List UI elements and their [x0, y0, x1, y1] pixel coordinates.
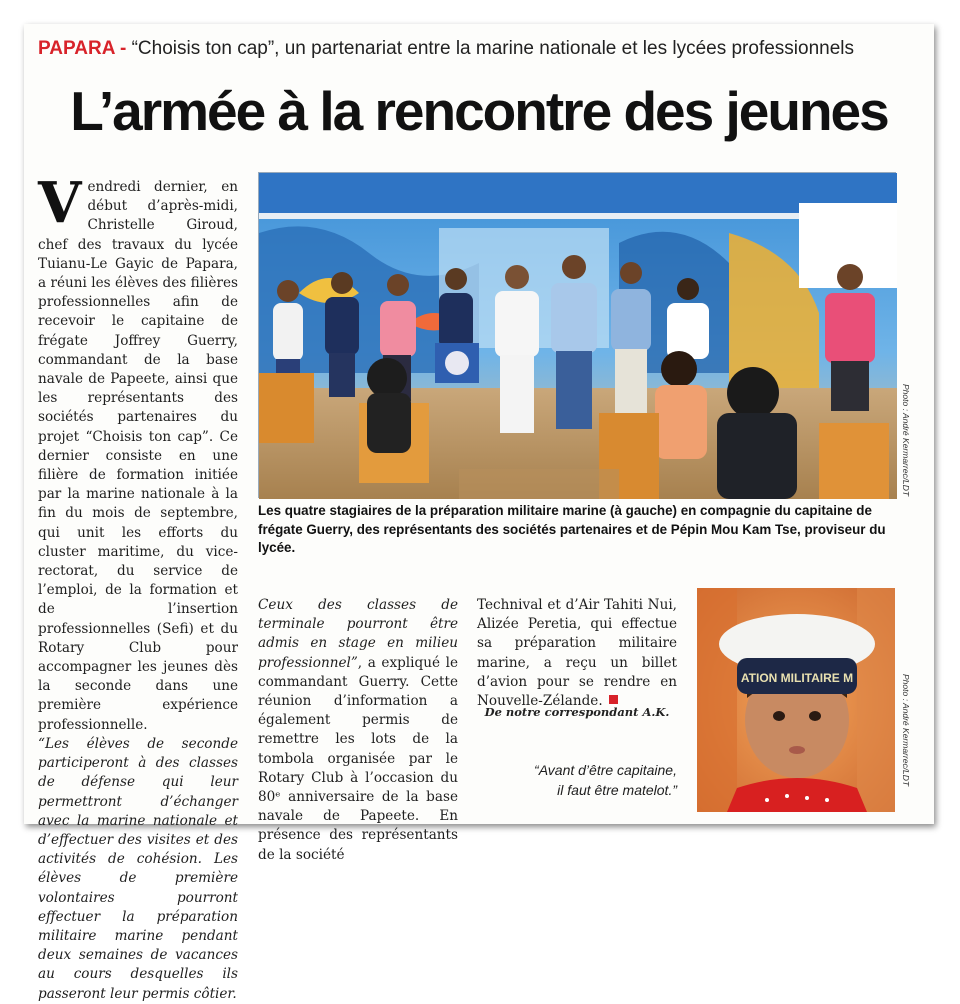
drop-cap: V [38, 170, 82, 236]
article-column-3-text: Technival et d’Air Tahiti Nui, Alizée Peretia, qui effectue sa préparation militaire marine, a reçu un billet d’avion pour se rendre en Nouvelle-Zélande. [477, 597, 677, 710]
child-photo [697, 588, 895, 812]
pull-quote-line-1: “Avant d’être capitaine, [534, 762, 677, 778]
article-column-1 [38, 170, 238, 1004]
child-photo-image [697, 588, 895, 812]
kicker-separator: - [114, 38, 132, 59]
pull-quote-line-2: il faut être matelot.” [557, 782, 677, 798]
byline: De notre correspondant A.K. [484, 705, 670, 719]
main-photo [258, 172, 896, 498]
article-column-2-text: , a expliqué le commandant Guerry. Cette réunion d’information a également permis de remettre les lots de la tombola organisée par le Rotary Club à l’occasion du 80ᵉ anniversaire de la base navale de Papeete. En présence des représentants de la société [258, 654, 458, 863]
kicker-text: “Choisis ton cap”, un partenariat entre la marine nationale et les lycées professionnels [131, 38, 854, 59]
main-photo-image [259, 173, 897, 499]
kicker-line [38, 37, 928, 61]
pull-quote [477, 760, 677, 800]
article-quote-1: “Les élèves de seconde participeront à des classes de défense qui leur permettront d’échanger avec la marine nationale et d’effectuer des visites et des activités de cohésion. Les élèves de première volontaires pourront effectuer la préparation militaire marine pendant deux semaines de vacances au cours desquelles ils passeront leur permis côtier. [38, 735, 238, 1002]
end-mark-icon [609, 695, 618, 704]
main-photo-credit: Photo : André Kermarrec/LDT [901, 384, 911, 497]
kicker-place: PAPARA [38, 38, 115, 59]
child-photo-credit: Photo : André Kermarrec/LDT [901, 674, 911, 787]
article-quote-continued: Ceux des classes de terminale pourront être admis en stage en milieu professionnel” [258, 597, 458, 671]
newspaper-page [24, 24, 934, 1002]
article-column-2 [258, 596, 458, 865]
cap-ribbon-text: ATION MILITAIRE M [740, 671, 854, 685]
headline: L’armée à la rencontre des jeunes [70, 80, 888, 142]
article-column-3 [477, 596, 677, 711]
main-photo-caption: Les quatre stagiaires de la préparation militaire marine (à gauche) en compagnie du capitaine de frégate Guerry, des représentants des sociétés partenaires et de Pépin Mou Kam Tse, proviseur du lycée. [258, 503, 886, 555]
article-paragraph-1: endredi dernier, en début d’après-midi, Christelle Giroud, chef des travaux du lycée Tuianu-Le Gayic de Papara, a réuni les élèves des filières professionnelles afin de recevoir le capitaine de frégate Joffrey Guerry, commandant de la base navale de Papeete, ainsi que les représentants des sociétés partenaires du projet “Choisis ton cap”. Ce dernier consiste en une filière de formation initiée par la marine nationale à la fin du mois de septembre, qui unit les efforts du cluster maritime, du vice-rectorat, du service de l’emploi, de la formation et de l’insertion professionnelles (Sefi) et du Rotary Club pour accompagner les jeunes dès la seconde dans une première expérience professionnelle. [38, 179, 238, 733]
